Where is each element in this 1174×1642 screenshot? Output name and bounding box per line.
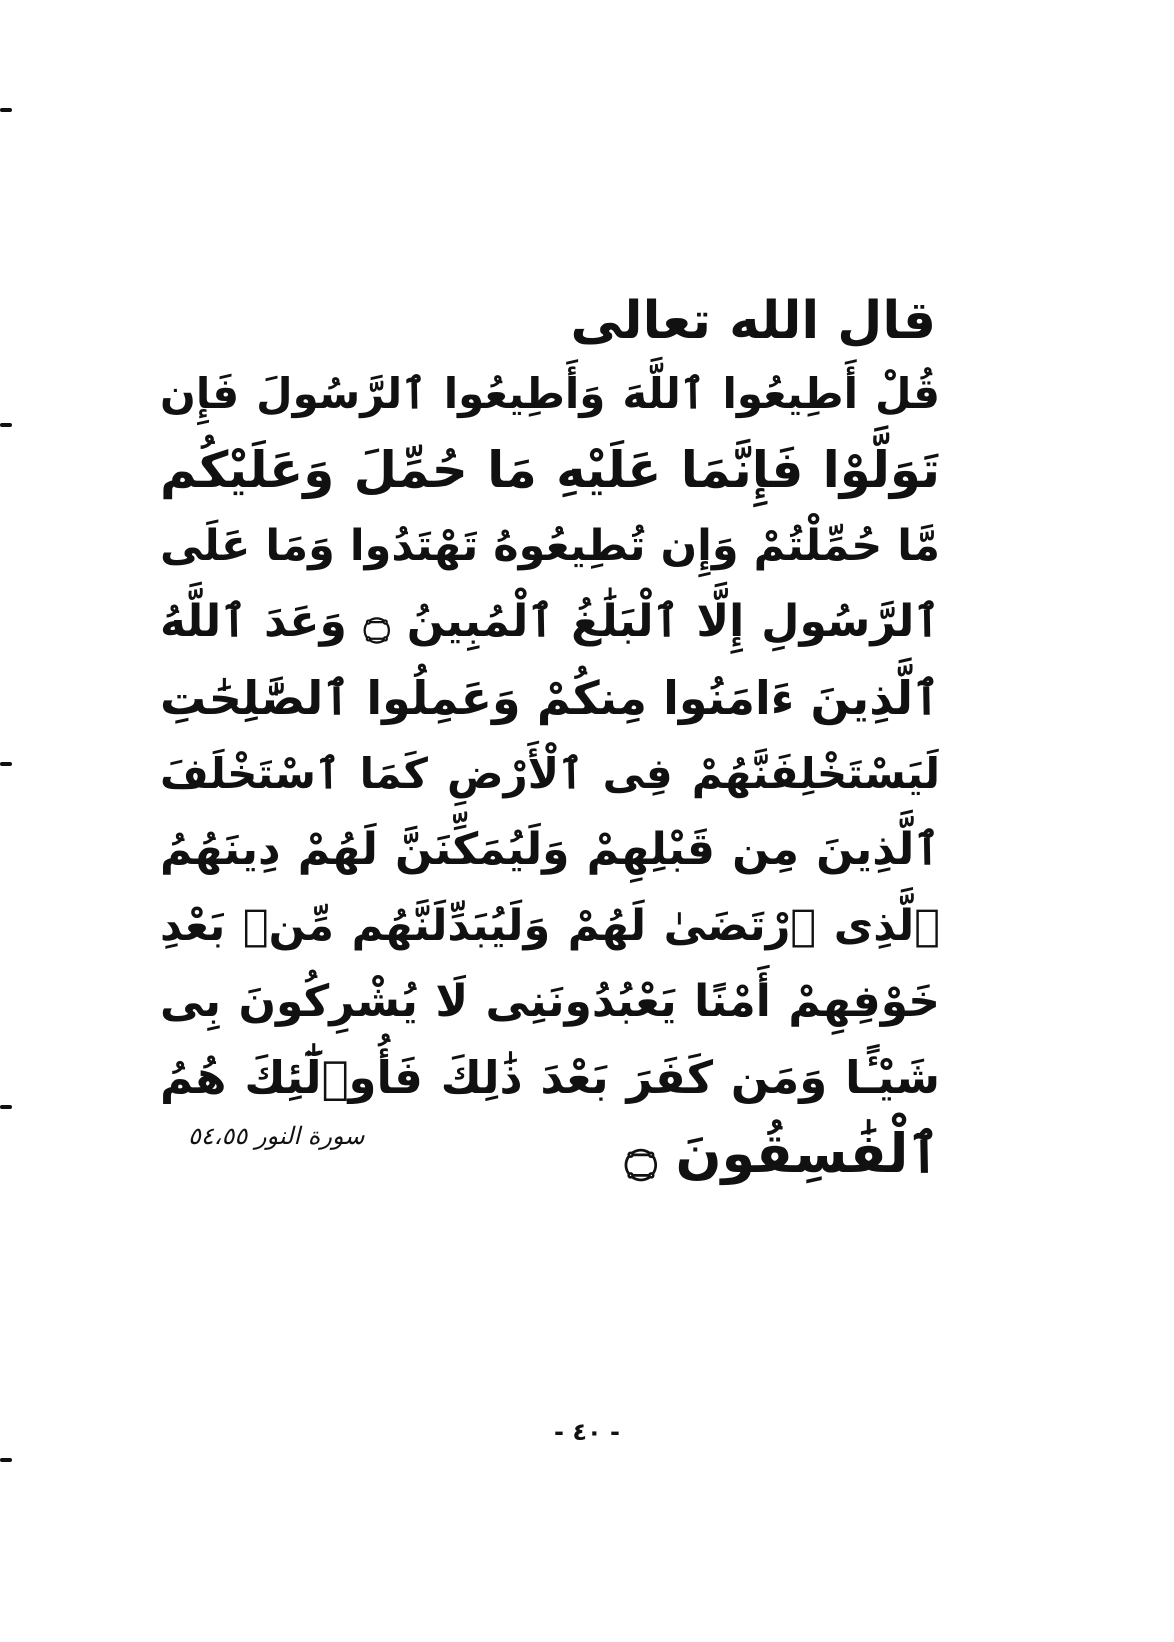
final-row: [160, 1116, 940, 1200]
verse-text-block: [160, 286, 940, 1200]
verse-line-final: ٱلْفَٰسِقُونَ ۝: [625, 1122, 940, 1185]
scan-edge-mark: [0, 1105, 12, 1109]
source-reference: سورة النور ٥٤،٥٥: [188, 1122, 365, 1150]
verse-line: شَيْـًٔا وَمَن كَفَرَ بَعْدَ ذَٰلِكَ فَأُو۟لَٰٓئِكَ هُمُ: [160, 1051, 940, 1104]
verse-line: تَوَلَّوْا فَإِنَّمَا عَلَيْهِ مَا حُمِّلَ وَعَلَيْكُم: [160, 441, 940, 499]
scan-edge-mark: [0, 762, 12, 766]
verse-line: ٱلرَّسُولِ إِلَّا ٱلْبَلَٰغُ ٱلْمُبِينُ ۝ وَعَدَ ٱللَّهُ: [160, 596, 940, 647]
verse-line: خَوْفِهِمْ أَمْنًا يَعْبُدُونَنِى لَا يُشْرِكُونَ بِى: [160, 976, 940, 1027]
verse-line: ٱلَّذِينَ مِن قَبْلِهِمْ وَلَيُمَكِّنَنَّ لَهُمْ دِينَهُمُ: [160, 824, 940, 875]
scan-edge-mark: [0, 423, 12, 427]
verse-line: ٱلَّذِينَ ءَامَنُوا مِنكُمْ وَعَمِلُوا ٱلصَّٰلِحَٰتِ: [160, 671, 940, 725]
page-heading: قال الله تعالى: [570, 291, 936, 351]
verse-line: مَّا حُمِّلْتُمْ وَإِن تُطِيعُوهُ تَهْتَدُوا وَمَا عَلَى: [160, 521, 940, 571]
page-number: - ٤٠ -: [554, 1418, 620, 1446]
verse-line: لَيَسْتَخْلِفَنَّهُمْ فِى ٱلْأَرْضِ كَمَا ٱسْتَخْلَفَ: [160, 749, 940, 798]
scan-edge-mark: [0, 1458, 12, 1462]
verse-line: قُلْ أَطِيعُوا ٱللَّهَ وَأَطِيعُوا ٱلرَّسُولَ فَإِن: [160, 369, 940, 418]
scan-edge-mark: [0, 108, 12, 112]
verse-line: ٱلَّذِى ٱرْتَضَىٰ لَهُمْ وَلَيُبَدِّلَنَّهُم مِّنۢ بَعْدِ: [160, 901, 940, 951]
